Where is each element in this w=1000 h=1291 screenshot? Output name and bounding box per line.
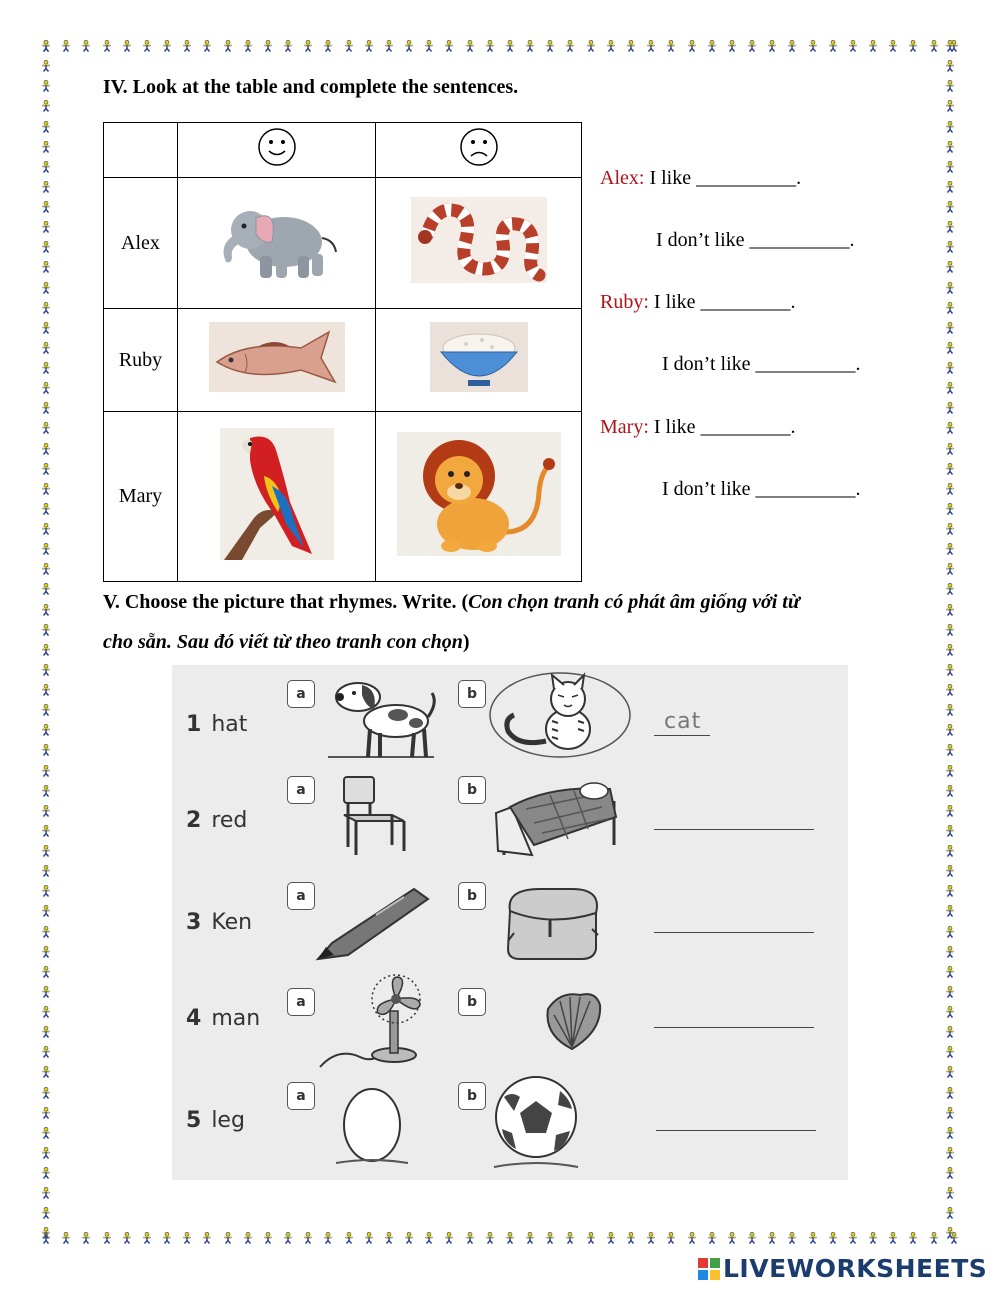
border-ornament-icon (40, 1046, 52, 1058)
border-ornament-icon (944, 1167, 956, 1179)
like-cell (178, 309, 376, 412)
border-ornament-icon (322, 1232, 334, 1244)
border-ornament-icon (944, 805, 956, 817)
egg-icon[interactable] (332, 1077, 412, 1169)
border-ornament-icon (944, 845, 956, 857)
border-ornament-icon (944, 785, 956, 797)
border-ornament-icon (40, 1127, 52, 1139)
border-left (40, 40, 54, 1240)
border-ornament-icon (847, 40, 859, 52)
border-ornament-icon (40, 865, 52, 877)
border-ornament-icon (40, 60, 52, 72)
border-ornament-icon (343, 40, 355, 52)
border-ornament-icon (504, 1232, 516, 1244)
border-ornament-icon (423, 1232, 435, 1244)
header-dislike-cell (376, 123, 582, 178)
border-ornament-icon (40, 684, 52, 696)
border-ornament-icon (40, 845, 52, 857)
border-ornament-icon (40, 926, 52, 938)
border-ornament-icon (403, 1232, 415, 1244)
border-ornament-icon (40, 1107, 52, 1119)
border-ornament-icon (944, 1107, 956, 1119)
border-ornament-icon (746, 1232, 758, 1244)
option-b-box[interactable]: b (458, 1082, 486, 1110)
border-ornament-icon (944, 463, 956, 475)
bag-icon[interactable] (500, 883, 604, 963)
border-top (40, 40, 960, 54)
border-ornament-icon (944, 141, 956, 153)
cat-icon[interactable] (488, 671, 632, 761)
border-ornament-icon (944, 1187, 956, 1199)
dog-icon[interactable] (318, 673, 438, 759)
border-ornament-icon (944, 644, 956, 656)
border-ornament-icon (944, 744, 956, 756)
item-word: 4 man (186, 1006, 261, 1031)
border-ornament-icon (403, 40, 415, 52)
border-ornament-icon (944, 322, 956, 334)
border-ornament-icon (706, 1232, 718, 1244)
border-ornament-icon (544, 40, 556, 52)
ruby-like-sentence (600, 291, 796, 314)
border-ornament-icon (40, 241, 52, 253)
border-ornament-icon (141, 1232, 153, 1244)
border-ornament-icon (867, 1232, 879, 1244)
option-a-box[interactable]: a (287, 988, 315, 1016)
border-ornament-icon (944, 121, 956, 133)
parrot-icon (220, 428, 334, 560)
border-ornament-icon (524, 40, 536, 52)
border-ornament-icon (40, 1227, 52, 1239)
border-ornament-icon (181, 1232, 193, 1244)
border-ornament-icon (282, 40, 294, 52)
border-ornament-icon (766, 40, 778, 52)
item-word: 3 Ken (186, 910, 253, 935)
border-ornament-icon (40, 946, 52, 958)
border-ornament-icon (944, 1207, 956, 1219)
border-ornament-icon (944, 704, 956, 716)
border-ornament-icon (40, 483, 52, 495)
border-ornament-icon (40, 885, 52, 897)
border-ornament-icon (40, 1006, 52, 1018)
border-ornament-icon (944, 382, 956, 394)
border-ornament-icon (887, 1232, 899, 1244)
header-empty-cell (104, 123, 178, 178)
border-ornament-icon (504, 40, 516, 52)
border-ornament-icon (944, 825, 956, 837)
border-ornament-icon (40, 1026, 52, 1038)
border-ornament-icon (847, 1232, 859, 1244)
border-ornament-icon (686, 1232, 698, 1244)
border-ornament-icon (40, 563, 52, 575)
border-ornament-icon (605, 40, 617, 52)
border-ornament-icon (343, 1232, 355, 1244)
border-ornament-icon (944, 181, 956, 193)
border-ornament-icon (807, 40, 819, 52)
border-ornament-icon (944, 261, 956, 273)
border-ornament-icon (40, 302, 52, 314)
border-ornament-icon (161, 40, 173, 52)
border-ornament-icon (786, 40, 798, 52)
border-ornament-icon (867, 40, 879, 52)
border-ornament-icon (944, 1227, 956, 1239)
border-ornament-icon (40, 1066, 52, 1078)
border-ornament-icon (944, 664, 956, 676)
border-ornament-icon (40, 765, 52, 777)
sentence-like-text: I like _________. (648, 416, 796, 438)
border-ornament-icon (40, 805, 52, 817)
border-ornament-icon (907, 1232, 919, 1244)
border-ornament-icon (40, 644, 52, 656)
border-ornament-icon (807, 1232, 819, 1244)
border-ornament-icon (944, 624, 956, 636)
border-ornament-icon (40, 161, 52, 173)
border-ornament-icon (928, 40, 940, 52)
option-a-box[interactable]: a (287, 882, 315, 910)
border-ornament-icon (40, 704, 52, 716)
border-ornament-icon (887, 40, 899, 52)
border-ornament-icon (121, 40, 133, 52)
border-ornament-icon (665, 40, 677, 52)
border-ornament-icon (944, 865, 956, 877)
border-ornament-icon (363, 1232, 375, 1244)
snake-icon (411, 197, 547, 283)
border-ornament-icon (827, 1232, 839, 1244)
border-ornament-icon (944, 684, 956, 696)
border-ornament-icon (181, 40, 193, 52)
border-ornament-icon (40, 1087, 52, 1099)
border-ornament-icon (383, 40, 395, 52)
border-ornament-icon (40, 342, 52, 354)
border-ornament-icon (302, 1232, 314, 1244)
sentence-like-text: I like _________. (648, 291, 796, 313)
option-b-box[interactable]: b (458, 988, 486, 1016)
border-ornament-icon (141, 40, 153, 52)
border-ornament-icon (944, 604, 956, 616)
border-ornament-icon (40, 141, 52, 153)
border-ornament-icon (944, 905, 956, 917)
border-ornament-icon (766, 1232, 778, 1244)
border-ornament-icon (944, 483, 956, 495)
item-word: 1 hat (186, 712, 248, 737)
border-ornament-icon (201, 40, 213, 52)
border-ornament-icon (40, 221, 52, 233)
border-ornament-icon (464, 40, 476, 52)
border-ornament-icon (944, 986, 956, 998)
border-ornament-icon (101, 40, 113, 52)
border-ornament-icon (40, 261, 52, 273)
border-ornament-icon (726, 1232, 738, 1244)
border-ornament-icon (242, 1232, 254, 1244)
border-ornament-icon (40, 80, 52, 92)
row-name: Alex (104, 178, 178, 309)
border-ornament-icon (302, 40, 314, 52)
border-ornament-icon (60, 40, 72, 52)
border-ornament-icon (40, 422, 52, 434)
liveworksheets-logo-icon (698, 1258, 720, 1280)
border-ornament-icon (944, 503, 956, 515)
border-ornament-icon (944, 201, 956, 213)
bed-icon[interactable] (490, 777, 622, 857)
border-ornament-icon (944, 724, 956, 736)
sentence-like-text: I like __________. (644, 167, 802, 189)
border-ornament-icon (944, 926, 956, 938)
answer-line[interactable] (656, 1130, 816, 1131)
border-ornament-icon (262, 1232, 274, 1244)
section-4-title: IV. Look at the table and complete the sentences. (103, 76, 519, 98)
rice-bowl-icon (430, 322, 528, 392)
dislike-cell (376, 178, 582, 309)
border-ornament-icon (944, 523, 956, 535)
option-b-box[interactable]: b (458, 776, 486, 804)
border-ornament-icon (625, 40, 637, 52)
fish-icon (209, 322, 345, 392)
border-ornament-icon (40, 201, 52, 213)
liveworksheets-logo: LIVEWORKSHEETS (698, 1254, 987, 1283)
border-ornament-icon (40, 523, 52, 535)
border-ornament-icon (282, 1232, 294, 1244)
answer-line[interactable] (654, 735, 710, 736)
border-right (944, 40, 958, 1240)
border-ornament-icon (944, 765, 956, 777)
border-ornament-icon (944, 422, 956, 434)
answer-line[interactable] (654, 1027, 814, 1028)
border-ornament-icon (443, 1232, 455, 1244)
border-bottom (40, 1232, 960, 1246)
border-ornament-icon (161, 1232, 173, 1244)
border-ornament-icon (944, 402, 956, 414)
border-ornament-icon (944, 1006, 956, 1018)
border-ornament-icon (944, 583, 956, 595)
rhyme-exercise-panel (172, 665, 848, 1180)
border-ornament-icon (944, 885, 956, 897)
border-ornament-icon (944, 543, 956, 555)
border-ornament-icon (944, 241, 956, 253)
border-ornament-icon (40, 905, 52, 917)
border-ornament-icon (40, 664, 52, 676)
border-ornament-icon (443, 40, 455, 52)
chair-icon[interactable] (336, 771, 416, 857)
item-word: 5 leg (186, 1108, 245, 1133)
border-ornament-icon (944, 80, 956, 92)
option-b-box[interactable]: b (458, 882, 486, 910)
border-ornament-icon (201, 1232, 213, 1244)
border-ornament-icon (585, 40, 597, 52)
border-ornament-icon (564, 1232, 576, 1244)
border-ornament-icon (665, 1232, 677, 1244)
border-ornament-icon (944, 282, 956, 294)
option-a-box[interactable]: a (287, 1082, 315, 1110)
like-cell (178, 178, 376, 309)
border-ornament-icon (40, 402, 52, 414)
like-cell (178, 412, 376, 582)
border-ornament-icon (40, 100, 52, 112)
lion-icon (397, 432, 561, 556)
border-ornament-icon (40, 40, 52, 52)
border-ornament-icon (40, 986, 52, 998)
border-ornament-icon (423, 40, 435, 52)
border-ornament-icon (40, 463, 52, 475)
border-ornament-icon (40, 322, 52, 334)
border-ornament-icon (944, 443, 956, 455)
border-ornament-icon (944, 1127, 956, 1139)
answer-line[interactable] (654, 829, 814, 830)
border-ornament-icon (944, 100, 956, 112)
border-ornament-icon (944, 1046, 956, 1058)
row-name: Mary (104, 412, 178, 582)
border-ornament-icon (242, 40, 254, 52)
border-ornament-icon (944, 1026, 956, 1038)
border-ornament-icon (944, 161, 956, 173)
border-ornament-icon (40, 624, 52, 636)
border-ornament-icon (40, 583, 52, 595)
alex-like-sentence (600, 167, 801, 190)
border-ornament-icon (322, 40, 334, 52)
border-ornament-icon (40, 1147, 52, 1159)
border-ornament-icon (524, 1232, 536, 1244)
smiley-face-icon (257, 127, 297, 167)
border-ornament-icon (40, 282, 52, 294)
border-ornament-icon (907, 40, 919, 52)
border-ornament-icon (40, 724, 52, 736)
sentence-name: Mary: (600, 416, 649, 438)
ruby-dislike-sentence: I don’t like __________. (662, 353, 861, 375)
border-ornament-icon (746, 40, 758, 52)
border-ornament-icon (944, 563, 956, 575)
border-ornament-icon (40, 1167, 52, 1179)
fan-icon[interactable] (316, 971, 442, 1071)
border-ornament-icon (944, 342, 956, 354)
alex-dislike-sentence: I don’t like __________. (656, 229, 855, 251)
border-ornament-icon (706, 40, 718, 52)
border-ornament-icon (40, 121, 52, 133)
border-ornament-icon (726, 40, 738, 52)
border-ornament-icon (944, 60, 956, 72)
border-ornament-icon (786, 1232, 798, 1244)
border-ornament-icon (944, 1066, 956, 1078)
dislike-cell (376, 309, 582, 412)
sentence-name: Alex: (600, 167, 645, 189)
football-icon[interactable] (490, 1071, 582, 1171)
border-ornament-icon (121, 1232, 133, 1244)
row-name: Ruby (104, 309, 178, 412)
border-ornament-icon (484, 1232, 496, 1244)
border-ornament-icon (645, 1232, 657, 1244)
option-a-box[interactable]: a (287, 776, 315, 804)
border-ornament-icon (645, 40, 657, 52)
option-b-box[interactable]: b (458, 680, 486, 708)
border-ornament-icon (60, 1232, 72, 1244)
shell-icon[interactable] (540, 991, 604, 1051)
mary-dislike-sentence: I don’t like __________. (662, 478, 861, 500)
border-ornament-icon (40, 443, 52, 455)
border-ornament-icon (40, 604, 52, 616)
border-ornament-icon (40, 503, 52, 515)
answer-line[interactable] (654, 932, 814, 933)
border-ornament-icon (944, 1087, 956, 1099)
border-ornament-icon (383, 1232, 395, 1244)
border-ornament-icon (686, 40, 698, 52)
pen-icon[interactable] (314, 885, 434, 963)
elephant-icon (212, 198, 342, 282)
border-ornament-icon (40, 825, 52, 837)
border-ornament-icon (585, 1232, 597, 1244)
border-ornament-icon (262, 40, 274, 52)
preferences-table (103, 122, 582, 582)
border-ornament-icon (40, 744, 52, 756)
border-ornament-icon (827, 40, 839, 52)
border-ornament-icon (80, 40, 92, 52)
border-ornament-icon (40, 966, 52, 978)
border-ornament-icon (484, 40, 496, 52)
border-ornament-icon (464, 1232, 476, 1244)
border-ornament-icon (605, 1232, 617, 1244)
border-ornament-icon (625, 1232, 637, 1244)
border-ornament-icon (40, 543, 52, 555)
sad-face-icon (459, 127, 499, 167)
item-word: 2 red (186, 808, 248, 833)
header-like-cell (178, 123, 376, 178)
section-5-title: V. Choose the picture that rhymes. Write. (Con chọn tranh có phát âm giống với từ cho sẵn. Sau đó viết từ theo tranh con chọn) (103, 591, 800, 653)
border-ornament-icon (40, 1187, 52, 1199)
border-ornament-icon (363, 40, 375, 52)
border-ornament-icon (944, 302, 956, 314)
border-ornament-icon (944, 40, 956, 52)
border-ornament-icon (564, 40, 576, 52)
border-ornament-icon (944, 1147, 956, 1159)
answer-text[interactable]: cat (664, 709, 702, 734)
border-ornament-icon (101, 1232, 113, 1244)
border-ornament-icon (944, 362, 956, 374)
option-a-box[interactable]: a (287, 680, 315, 708)
border-ornament-icon (40, 785, 52, 797)
border-ornament-icon (944, 966, 956, 978)
border-ornament-icon (928, 1232, 940, 1244)
border-ornament-icon (40, 1207, 52, 1219)
border-ornament-icon (40, 382, 52, 394)
border-ornament-icon (40, 362, 52, 374)
border-ornament-icon (944, 946, 956, 958)
dislike-cell (376, 412, 582, 582)
border-ornament-icon (40, 181, 52, 193)
border-ornament-icon (222, 40, 234, 52)
border-ornament-icon (544, 1232, 556, 1244)
sentence-name: Ruby: (600, 291, 649, 313)
border-ornament-icon (222, 1232, 234, 1244)
border-ornament-icon (944, 221, 956, 233)
mary-like-sentence (600, 416, 796, 439)
border-ornament-icon (80, 1232, 92, 1244)
